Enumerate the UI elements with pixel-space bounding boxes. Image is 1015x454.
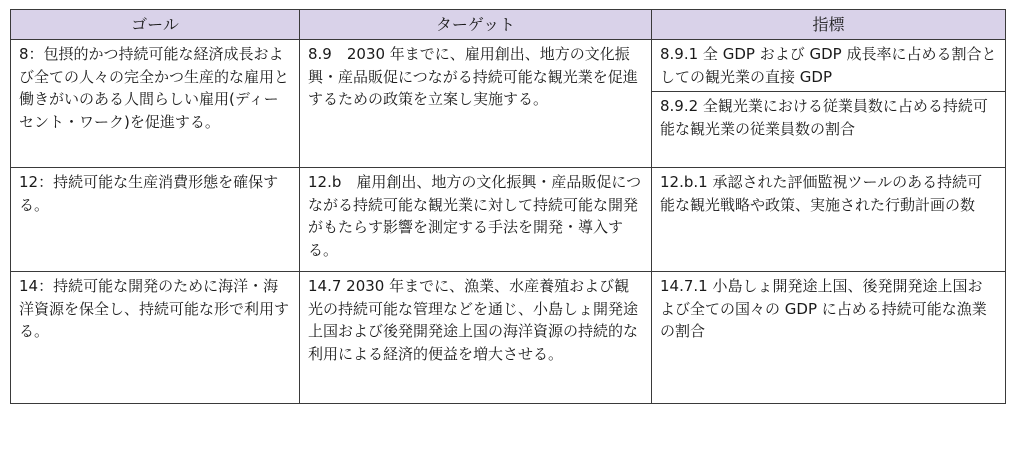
target-cell: 8.9 2030 年までに、雇用創出、地方の文化振興・産品販促につながる持続可能な観光業を促進するための政策を立案し実施する。 [300,40,652,168]
goal-cell: 12：持続可能な生産消費形態を確保する。 [11,168,300,272]
indicator-cell: 8.9.2 全観光業における従業員数に占める持続可能な観光業の従業員数の割合 [652,92,1006,168]
goal-cell: 8：包摂的かつ持続可能な経済成長および全ての人々の完全かつ生産的な雇用と働きがいのある人間らしい雇用(ディーセント・ワーク)を促進する。 [11,40,300,168]
target-cell: 14.7 2030 年までに、漁業、水産養殖および観光の持続可能な管理などを通じ、小島しょ開発途上国および後発開発途上国の海洋資源の持続的な利用による経済的便益を増大させる。 [300,272,652,404]
goal-cell: 14：持続可能な開発のために海洋・海洋資源を保全し、持続可能な形で利用する。 [11,272,300,404]
table-row [11,168,1006,272]
table-row [11,40,1006,92]
table-header-row [11,10,1006,40]
indicator-cell: 8.9.1 全 GDP および GDP 成長率に占める割合としての観光業の直接 GDP [652,40,1006,92]
header-goal: ゴール [11,10,300,40]
indicator-cell: 12.b.1 承認された評価監視ツールのある持続可能な観光戦略や政策、実施された行動計画の数 [652,168,1006,272]
header-target: ターゲット [300,10,652,40]
indicator-cell: 14.7.1 小島しょ開発途上国、後発開発途上国および全ての国々の GDP に占める持続可能な漁業の割合 [652,272,1006,404]
table-row [11,272,1006,404]
sdg-tourism-table [10,9,1006,404]
header-indicator: 指標 [652,10,1006,40]
target-cell: 12.b 雇用創出、地方の文化振興・産品販促につながる持続可能な観光業に対して持続可能な開発がもたらす影響を測定する手法を開発・導入する。 [300,168,652,272]
